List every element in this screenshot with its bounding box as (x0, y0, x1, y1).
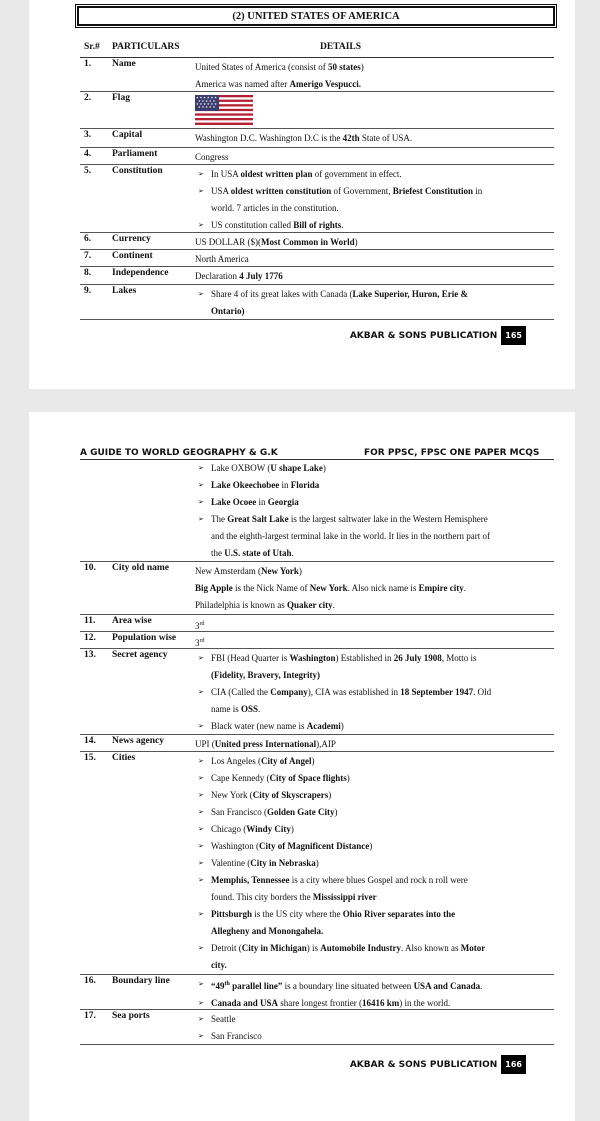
table-row (80, 164, 554, 233)
row-details: Washington D.C. Washington D.C is the 42th State of USA. (195, 133, 413, 143)
svg-text:★ ★ ★ ★ ★ ★: ★ ★ ★ ★ ★ ★ (196, 95, 217, 100)
row-label: Capital (112, 130, 143, 140)
running-header-right: FOR PPSC, FPSC ONE PAPER MCQS (364, 448, 540, 458)
arrow-bullet-icon: ➢ (198, 187, 204, 195)
arrow-bullet-icon: ➢ (198, 170, 204, 178)
table-row (80, 460, 554, 562)
svg-text:★ ★ ★ ★ ★: ★ ★ ★ ★ ★ (198, 105, 216, 110)
row-label: Parliament (112, 149, 158, 159)
header-particulars: PARTICULARS (112, 42, 180, 52)
row-details: New Amsterdam (New York) Big Apple is the Nick Name of New York. Also nick name is Empire city. Philadelphia is known as Quaker city. (195, 566, 466, 610)
row-label: Lakes (112, 286, 137, 296)
table-row (80, 232, 554, 250)
page-166 (29, 412, 575, 1121)
table-row: 10. City old name New Amsterdam (New York) Big Apple is the Nick Name of New York. Also nick name is Empire city. Philadelphia is known as Quaker city. (80, 561, 554, 615)
row-details: 3rd (195, 638, 205, 648)
row-number: 5. (84, 166, 92, 176)
row-details: Declaration 4 July 1776 (195, 271, 283, 281)
row-number: 8. (84, 268, 92, 278)
arrow-bullet-icon: ➢ (198, 290, 204, 298)
arrow-bullet-icon: ➢ (198, 221, 204, 229)
row-details: ➢ “49th parallel line” is a boundary line situated between USA and Canada. ➢ Canada and USA share longest frontier (16416 km) in the world. (198, 980, 483, 1008)
publisher-footer: AKBAR & SONS PUBLICATION 165 (350, 326, 526, 345)
row-details: UPI (United press International),AIP (195, 739, 336, 749)
svg-text:★ ★ ★ ★ ★ ★: ★ ★ ★ ★ ★ ★ (196, 102, 217, 106)
row-details: ➢ Share 4 of its great lakes with Canada (Lake Superior, Huron, Erie & Ontario) (195, 286, 553, 320)
table-header (80, 39, 554, 58)
row-details: ➢ Los Angeles (City of Angel) ➢ Cape Kennedy (City of Space flights) ➢ New York (City of Skyscrapers) ➢ San Francisco (Golden Gate City) ➢ Chicago (Windy City) ➢ Washington (City of Magnificent Distance) ➢ Valentine (City in Nebraska) ➢ Memphis, Tennessee is a city where blues Gospel and rock n roll were found. This city borders the Mississippi river ➢ Pittsburgh is the US city where the Ohio River separates into the Allegheny and Monongahela. ➢ Detroit (City in Michigan) is Automobile Industry. Also known as Motor city. (198, 756, 486, 970)
row-number: 9. (84, 286, 92, 296)
row-details (195, 93, 553, 125)
row-label: Currency (112, 234, 151, 244)
running-header (80, 448, 560, 458)
running-header-left: A GUIDE TO WORLD GEOGRAPHY & G.K (80, 448, 278, 458)
table-row (80, 91, 554, 129)
row-details: United States of America (consist of 50 states) America was named after Amerigo Vespucci. (195, 62, 364, 89)
table-row (80, 284, 554, 320)
page-165 (29, 0, 575, 389)
row-number: 6. (84, 234, 92, 244)
row-details: ➢ In USA oldest written plan of government in effect. ➢ USA oldest written constitution of Government, Briefest Constitution in world. 7 articles in the constitution. ➢ US constitution called Bill of rights. (195, 166, 553, 234)
table-row (80, 128, 554, 148)
row-label: Continent (112, 251, 153, 261)
header-sr: Sr.# (84, 42, 100, 52)
table-row: 17. Sea ports ➢ Seattle ➢ San Francisco (80, 1009, 554, 1045)
row-details: North America (195, 254, 249, 264)
row-details: ➢ FBI (Head Quarter is Washington) Established in 26 July 1908, Motto is (Fidelity, Bravery, Integrity) ➢ CIA (Called the Company), CIA was established in 18 September 1947. Old name is OSS. ➢ Black water (new name is Academi) (198, 653, 492, 731)
row-details: ➢ Seattle ➢ San Francisco (198, 1014, 262, 1041)
row-number: 4. (84, 149, 92, 159)
row-number: 3. (84, 130, 92, 140)
table-row (80, 147, 554, 165)
table-row: 13. Secret agency ➢ FBI (Head Quarter is Washington) Established in 26 July 1908, Motto is (Fidelity, Bravery, Integrity) ➢ CIA (Called the Company), CIA was established in 18 September 1947. Old name is OSS. ➢ Black water (new name is Academi) (80, 648, 554, 735)
row-number: 7. (84, 251, 92, 261)
row-label: Name (112, 59, 136, 69)
table-row (80, 57, 554, 92)
table-row: 14. News agency UPI (United press International),AIP (80, 734, 554, 752)
table-row: 12. Population wise 3rd (80, 631, 554, 649)
row-details: 3rd (195, 621, 205, 631)
row-label: Independence (112, 268, 169, 278)
row-details: ➢ Lake OXBOW (U shape Lake) ➢ Lake Okeechobee in Florida ➢ Lake Ocoee in Georgia ➢ The Great Salt Lake is the largest saltwater lake in the Western Hemisphere and the eighth-largest terminal lake in the world. It lies in the northern part of the U.S. state of Utah. (198, 463, 490, 558)
svg-text:★ ★ ★ ★ ★: ★ ★ ★ ★ ★ (198, 98, 216, 103)
row-number: 2. (84, 93, 92, 103)
row-details: Congress (195, 152, 229, 162)
row-label: Constitution (112, 166, 163, 176)
table-row: 11. Area wise 3rd (80, 614, 554, 632)
page-number: 166 (501, 1055, 526, 1074)
us-flag-image (195, 95, 253, 125)
page-title: (2) UNITED STATES OF AMERICA (77, 6, 555, 26)
table-row (80, 249, 554, 267)
publisher-footer: AKBAR & SONS PUBLICATION 166 (350, 1055, 526, 1074)
row-number: 1. (84, 59, 92, 69)
row-details: US DOLLAR ($)(Most Common in World) (195, 237, 358, 247)
table-row (80, 266, 554, 285)
header-details: DETAILS (320, 42, 362, 52)
row-label: Flag (112, 93, 130, 103)
page-number: 165 (501, 326, 526, 345)
table-row: 16. Boundary line ➢ “49th parallel line” is a boundary line situated between USA and Canada. ➢ Canada and USA share longest frontier (16416 km) in the world. (80, 974, 554, 1010)
table-row: 15. Cities ➢ Los Angeles (City of Angel) ➢ Cape Kennedy (City of Space flights) ➢ New York (City of Skyscrapers) ➢ San Francisco (Golden Gate City) ➢ Chicago (Windy City) ➢ Washington (City of Magnificent Distance) ➢ Valentine (City in Nebraska) ➢ Memphis, Tennessee is a city where blues Gospel and rock n roll were found. This city borders the Mississippi river ➢ Pittsburgh is the US city where the Ohio River separates into the Allegheny and Monongahela. ➢ Detroit (City in Michigan) is Automobile Industry. Also known as Motor city. (80, 751, 554, 975)
